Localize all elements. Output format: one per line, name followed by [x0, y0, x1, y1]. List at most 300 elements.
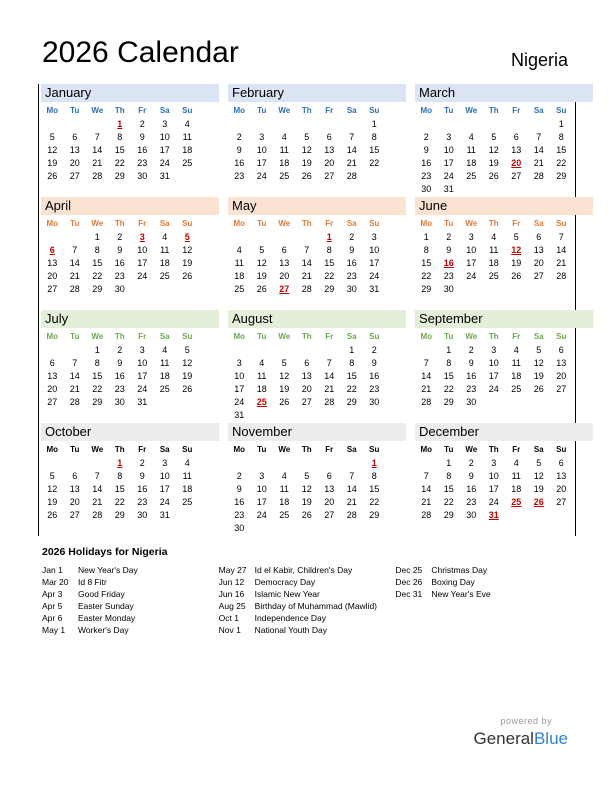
- brand-logo[interactable]: [473, 729, 568, 749]
- weekday-header: [41, 216, 219, 231]
- calendar-day: 21: [69, 271, 80, 281]
- calendar-day: 6: [326, 132, 332, 142]
- weekday-label: We: [465, 106, 478, 115]
- calendar-day: 23: [421, 171, 432, 181]
- calendar-day: 24: [488, 497, 499, 507]
- calendar-day: 27: [556, 497, 567, 507]
- weekday-label: Mo: [46, 445, 59, 454]
- calendar-day: 28: [69, 397, 80, 407]
- empty-day: [64, 344, 87, 357]
- calendar-day: 30: [346, 284, 357, 294]
- calendar-day: 25: [234, 284, 245, 294]
- calendar-day: 16: [234, 158, 245, 168]
- weekday-label: Su: [182, 332, 193, 341]
- holiday-day: 26: [533, 497, 544, 507]
- weekday-label: Su: [369, 219, 380, 228]
- calendar-day: 31: [137, 397, 148, 407]
- calendar-day: 30: [421, 184, 432, 194]
- holiday-date: Dec 31: [395, 589, 423, 599]
- calendar-day: 23: [114, 271, 125, 281]
- holiday-row: [42, 588, 219, 600]
- holiday-row: [219, 588, 396, 600]
- calendar-day: 13: [556, 471, 567, 481]
- calendar-day: 30: [137, 171, 148, 181]
- calendar-day: 28: [324, 397, 335, 407]
- calendar-day: 11: [182, 471, 192, 481]
- calendar-day: 7: [349, 132, 355, 142]
- calendar-day: 2: [423, 132, 429, 142]
- weekday-label: Fr: [138, 106, 147, 115]
- calendar-day: 20: [324, 158, 335, 168]
- calendar-day: 14: [556, 245, 567, 255]
- calendar-day: 4: [184, 119, 190, 129]
- holiday-date: Jan 1: [42, 565, 63, 575]
- holiday-row: [219, 612, 396, 624]
- month-name: November: [228, 423, 406, 441]
- calendar-day: 17: [159, 484, 170, 494]
- empty-day: [341, 457, 364, 470]
- calendar-day: 8: [446, 358, 452, 368]
- holiday-date: Nov 1: [218, 625, 241, 635]
- calendar-day: 8: [558, 132, 564, 142]
- calendar-day: 23: [443, 271, 454, 281]
- holidays-columns: [42, 564, 572, 636]
- calendar-day: 4: [513, 458, 519, 468]
- calendar-day: 2: [236, 132, 242, 142]
- calendar-day: 23: [234, 171, 245, 181]
- calendar-day: 13: [511, 145, 522, 155]
- calendar-day: 2: [139, 458, 145, 468]
- calendar-day: 26: [511, 271, 522, 281]
- day-grid: [415, 118, 573, 196]
- calendar-day: 28: [346, 510, 357, 520]
- weekday-label: Mo: [420, 332, 433, 341]
- calendar-day: 25: [511, 384, 522, 394]
- month-block: [228, 197, 406, 309]
- holiday-day: 27: [279, 284, 290, 294]
- calendar-day: 8: [94, 358, 100, 368]
- calendar-day: 5: [184, 345, 190, 355]
- empty-day: [64, 231, 87, 244]
- calendar-day: 10: [234, 371, 245, 381]
- calendar-day: 18: [488, 258, 499, 268]
- calendar-day: 13: [301, 371, 312, 381]
- day-grid: [41, 344, 199, 409]
- calendar-day: 4: [513, 345, 519, 355]
- weekday-label: Su: [182, 445, 193, 454]
- calendar-day: 17: [159, 145, 170, 155]
- calendar-day: 22: [114, 158, 125, 168]
- calendar-day: 1: [558, 119, 564, 129]
- calendar-day: 25: [159, 384, 170, 394]
- empty-day: [228, 118, 251, 131]
- weekday-label: We: [278, 219, 291, 228]
- calendar-day: 24: [488, 384, 499, 394]
- calendar-day: 21: [92, 497, 103, 507]
- weekday-label: Th: [488, 445, 499, 454]
- calendar-day: 18: [279, 158, 290, 168]
- holiday-date: May 27: [218, 565, 247, 575]
- calendar-day: 23: [114, 384, 125, 394]
- empty-day: [251, 344, 274, 357]
- calendar-day: 29: [443, 510, 454, 520]
- calendar-day: 26: [533, 384, 544, 394]
- calendar-day: 28: [556, 271, 567, 281]
- calendar-day: 22: [556, 158, 567, 168]
- calendar-day: 1: [349, 345, 355, 355]
- calendar-day: 20: [69, 497, 80, 507]
- calendar-day: 9: [139, 471, 145, 481]
- weekday-label: We: [278, 332, 291, 341]
- calendar-day: 6: [72, 132, 78, 142]
- calendar-day: 26: [488, 171, 499, 181]
- holiday-name: National Youth Day: [254, 625, 327, 635]
- calendar-day: 18: [256, 384, 267, 394]
- empty-day: [273, 457, 296, 470]
- calendar-day: 16: [466, 484, 477, 494]
- calendar-day: 14: [92, 484, 103, 494]
- calendar-day: 18: [279, 497, 290, 507]
- weekday-label: Th: [488, 332, 499, 341]
- calendar-day: 19: [182, 371, 193, 381]
- calendar-day: 13: [324, 484, 335, 494]
- month-name: January: [41, 84, 219, 102]
- holiday-name: Easter Monday: [78, 613, 136, 623]
- calendar-day: 10: [159, 132, 170, 142]
- empty-day: [318, 344, 341, 357]
- calendar-day: 16: [137, 484, 148, 494]
- empty-day: [251, 231, 274, 244]
- calendar-day: 28: [533, 171, 544, 181]
- calendar-day: 23: [234, 510, 245, 520]
- weekday-label: We: [91, 106, 104, 115]
- calendar-day: 14: [92, 145, 103, 155]
- calendar-day: 12: [301, 145, 312, 155]
- calendar-day: 16: [234, 497, 245, 507]
- calendar-day: 16: [114, 258, 125, 268]
- calendar-day: 3: [446, 132, 452, 142]
- calendar-day: 23: [346, 271, 357, 281]
- holiday-day: 25: [511, 497, 522, 507]
- holiday-day: 5: [184, 232, 190, 242]
- weekday-label: Sa: [533, 332, 544, 341]
- month-name: October: [41, 423, 219, 441]
- calendar-day: 10: [159, 471, 170, 481]
- calendar-day: 12: [47, 145, 58, 155]
- calendar-day: 21: [92, 158, 103, 168]
- weekday-label: Sa: [159, 445, 170, 454]
- weekday-label: We: [91, 219, 104, 228]
- holiday-date: Apr 3: [42, 589, 63, 599]
- calendar-day: 9: [236, 484, 242, 494]
- calendar-day: 22: [369, 158, 380, 168]
- weekday-label: Fr: [512, 219, 521, 228]
- calendar-day: 29: [346, 397, 357, 407]
- month-name: March: [415, 84, 593, 102]
- calendar-day: 1: [94, 345, 100, 355]
- calendar-day: 13: [533, 245, 544, 255]
- calendar-day: 23: [369, 384, 380, 394]
- day-grid: [41, 118, 199, 183]
- calendar-day: 4: [281, 471, 287, 481]
- calendar-day: 20: [279, 271, 290, 281]
- calendar-day: 16: [466, 371, 477, 381]
- holiday-day: 25: [256, 397, 267, 407]
- calendar-day: 27: [301, 397, 312, 407]
- calendar-day: 11: [234, 258, 244, 268]
- brand-blue: Blue: [533, 729, 568, 748]
- empty-day: [228, 344, 251, 357]
- calendar-day: 29: [421, 284, 432, 294]
- calendar-day: 19: [488, 158, 499, 168]
- calendar-day: 17: [137, 371, 148, 381]
- weekday-label: Fr: [512, 106, 521, 115]
- calendar-day: 8: [326, 245, 332, 255]
- weekday-label: Su: [556, 332, 567, 341]
- weekday-label: Mo: [420, 219, 433, 228]
- calendar-day: 27: [556, 384, 567, 394]
- weekday-label: Fr: [325, 106, 334, 115]
- empty-day: [86, 457, 109, 470]
- weekday-label: Th: [114, 106, 125, 115]
- powered-by-label: powered by: [500, 716, 552, 726]
- weekday-label: Th: [114, 445, 125, 454]
- empty-day: [251, 118, 274, 131]
- calendar-day: 29: [443, 397, 454, 407]
- calendar-day: 16: [114, 371, 125, 381]
- calendar-day: 18: [466, 158, 477, 168]
- day-grid: [228, 457, 386, 535]
- holiday-date: Aug 25: [218, 601, 246, 611]
- month-block: [41, 197, 219, 309]
- weekday-label: Sa: [346, 106, 357, 115]
- holiday-row: [219, 624, 396, 636]
- calendar-day: 19: [47, 497, 58, 507]
- day-grid: [415, 231, 573, 296]
- calendar-day: 4: [259, 358, 265, 368]
- calendar-day: 7: [423, 471, 429, 481]
- calendar-day: 9: [423, 145, 429, 155]
- holiday-name: New Year's Eve: [431, 589, 491, 599]
- calendar-day: 25: [279, 510, 290, 520]
- empty-day: [41, 231, 64, 244]
- weekday-label: Tu: [444, 219, 454, 228]
- calendar-day: 30: [443, 284, 454, 294]
- calendar-day: 21: [324, 384, 335, 394]
- empty-day: [228, 457, 251, 470]
- calendar-day: 23: [137, 497, 148, 507]
- calendar-day: 9: [446, 245, 452, 255]
- calendar-day: 10: [466, 245, 477, 255]
- calendar-day: 15: [421, 258, 432, 268]
- calendar-day: 25: [466, 171, 477, 181]
- holiday-date: Apr 6: [42, 613, 63, 623]
- calendar-day: 1: [446, 345, 452, 355]
- calendar-day: 26: [301, 171, 312, 181]
- calendar-day: 3: [468, 232, 474, 242]
- weekday-header: [415, 216, 593, 231]
- calendar-day: 2: [468, 458, 474, 468]
- calendar-day: 19: [182, 258, 193, 268]
- calendar-day: 7: [349, 471, 355, 481]
- calendar-day: 11: [257, 371, 267, 381]
- holiday-row: [395, 576, 572, 588]
- calendar-day: 4: [281, 132, 287, 142]
- calendar-day: 12: [301, 484, 312, 494]
- empty-day: [296, 231, 319, 244]
- calendar-day: 21: [69, 384, 80, 394]
- calendar-day: 27: [47, 397, 58, 407]
- calendar-day: 3: [491, 458, 497, 468]
- weekday-label: Mo: [420, 445, 433, 454]
- weekday-header: [228, 216, 406, 231]
- empty-day: [41, 344, 64, 357]
- calendar-day: 14: [301, 258, 312, 268]
- calendar-day: 9: [139, 132, 145, 142]
- weekday-label: Sa: [533, 445, 544, 454]
- calendar-day: 26: [256, 284, 267, 294]
- calendar-day: 10: [369, 245, 380, 255]
- calendar-day: 18: [182, 145, 193, 155]
- calendar-day: 8: [94, 245, 100, 255]
- month-name: February: [228, 84, 406, 102]
- weekday-label: Mo: [233, 219, 246, 228]
- calendar-day: 26: [47, 171, 58, 181]
- weekday-label: Tu: [70, 445, 80, 454]
- calendar-day: 20: [556, 371, 567, 381]
- calendar-day: 7: [72, 358, 78, 368]
- calendar-day: 20: [69, 158, 80, 168]
- weekday-label: Th: [301, 106, 312, 115]
- calendar-day: 15: [443, 484, 454, 494]
- calendar-day: 1: [94, 232, 100, 242]
- holiday-date: Apr 5: [42, 601, 63, 611]
- empty-day: [415, 344, 438, 357]
- calendar-day: 12: [533, 471, 544, 481]
- calendar-day: 16: [137, 145, 148, 155]
- calendar-day: 19: [533, 484, 544, 494]
- calendar-day: 7: [94, 471, 100, 481]
- calendar-day: 14: [69, 258, 80, 268]
- calendar-day: 17: [256, 158, 267, 168]
- calendar-day: 9: [236, 145, 242, 155]
- holiday-date: Jun 16: [218, 589, 245, 599]
- calendar-grid: [38, 84, 576, 536]
- weekday-label: We: [278, 106, 291, 115]
- day-grid: [415, 344, 573, 409]
- weekday-label: Sa: [346, 219, 357, 228]
- calendar-day: 14: [421, 484, 432, 494]
- holiday-day: 1: [117, 458, 123, 468]
- weekday-label: Su: [182, 106, 193, 115]
- empty-day: [483, 118, 506, 131]
- day-grid: [228, 344, 386, 422]
- calendar-day: 6: [536, 232, 542, 242]
- calendar-day: 24: [256, 171, 267, 181]
- month-block: [415, 84, 593, 196]
- calendar-day: 15: [114, 145, 125, 155]
- day-grid: [228, 118, 386, 183]
- weekday-label: Su: [369, 332, 380, 341]
- holiday-row: [42, 564, 219, 576]
- month-block: [41, 423, 219, 535]
- empty-day: [415, 118, 438, 131]
- weekday-label: Tu: [70, 106, 80, 115]
- holiday-date: Oct 1: [218, 613, 239, 623]
- calendar-day: 24: [234, 397, 245, 407]
- calendar-day: 16: [346, 258, 357, 268]
- holiday-row: [219, 564, 396, 576]
- holiday-date: May 1: [42, 625, 66, 635]
- calendar-day: 4: [162, 232, 168, 242]
- calendar-day: 14: [421, 371, 432, 381]
- calendar-day: 25: [182, 158, 193, 168]
- holiday-row: [395, 588, 572, 600]
- calendar-day: 14: [346, 484, 357, 494]
- month-name: August: [228, 310, 406, 328]
- month-name: April: [41, 197, 219, 215]
- weekday-label: Th: [301, 332, 312, 341]
- empty-day: [41, 457, 64, 470]
- calendar-day: 5: [536, 345, 542, 355]
- weekday-label: Mo: [233, 445, 246, 454]
- calendar-day: 22: [443, 384, 454, 394]
- weekday-label: Tu: [70, 219, 80, 228]
- calendar-day: 22: [324, 271, 335, 281]
- holiday-row: [42, 624, 219, 636]
- holiday-name: Worker's Day: [78, 625, 129, 635]
- calendar-day: 8: [117, 132, 123, 142]
- calendar-day: 14: [69, 371, 80, 381]
- weekday-header: [228, 103, 406, 118]
- calendar-day: 20: [533, 258, 544, 268]
- calendar-day: 8: [371, 132, 377, 142]
- month-block: [415, 423, 593, 535]
- calendar-day: 17: [369, 258, 380, 268]
- calendar-day: 19: [47, 158, 58, 168]
- calendar-day: 3: [371, 232, 377, 242]
- calendar-day: 15: [92, 258, 103, 268]
- weekday-label: Fr: [325, 445, 334, 454]
- weekday-label: Mo: [233, 106, 246, 115]
- calendar-day: 11: [182, 132, 192, 142]
- calendar-day: 21: [556, 258, 567, 268]
- calendar-day: 9: [468, 471, 474, 481]
- calendar-day: 6: [281, 245, 287, 255]
- calendar-day: 19: [301, 158, 312, 168]
- empty-day: [64, 118, 87, 131]
- weekday-label: Su: [556, 219, 567, 228]
- weekday-header: [415, 103, 593, 118]
- empty-day: [41, 118, 64, 131]
- weekday-label: Th: [488, 219, 499, 228]
- calendar-day: 24: [159, 497, 170, 507]
- holiday-date: Dec 26: [395, 577, 423, 587]
- calendar-day: 23: [466, 497, 477, 507]
- calendar-day: 17: [256, 497, 267, 507]
- holiday-row: [219, 576, 396, 588]
- calendar-day: 6: [513, 132, 519, 142]
- month-name: May: [228, 197, 406, 215]
- holiday-row: [42, 576, 219, 588]
- holiday-day: 6: [49, 245, 55, 255]
- calendar-day: 10: [137, 245, 148, 255]
- weekday-label: Fr: [138, 332, 147, 341]
- calendar-day: 11: [160, 358, 170, 368]
- calendar-day: 5: [304, 132, 310, 142]
- calendar-day: 2: [236, 471, 242, 481]
- calendar-day: 10: [488, 471, 499, 481]
